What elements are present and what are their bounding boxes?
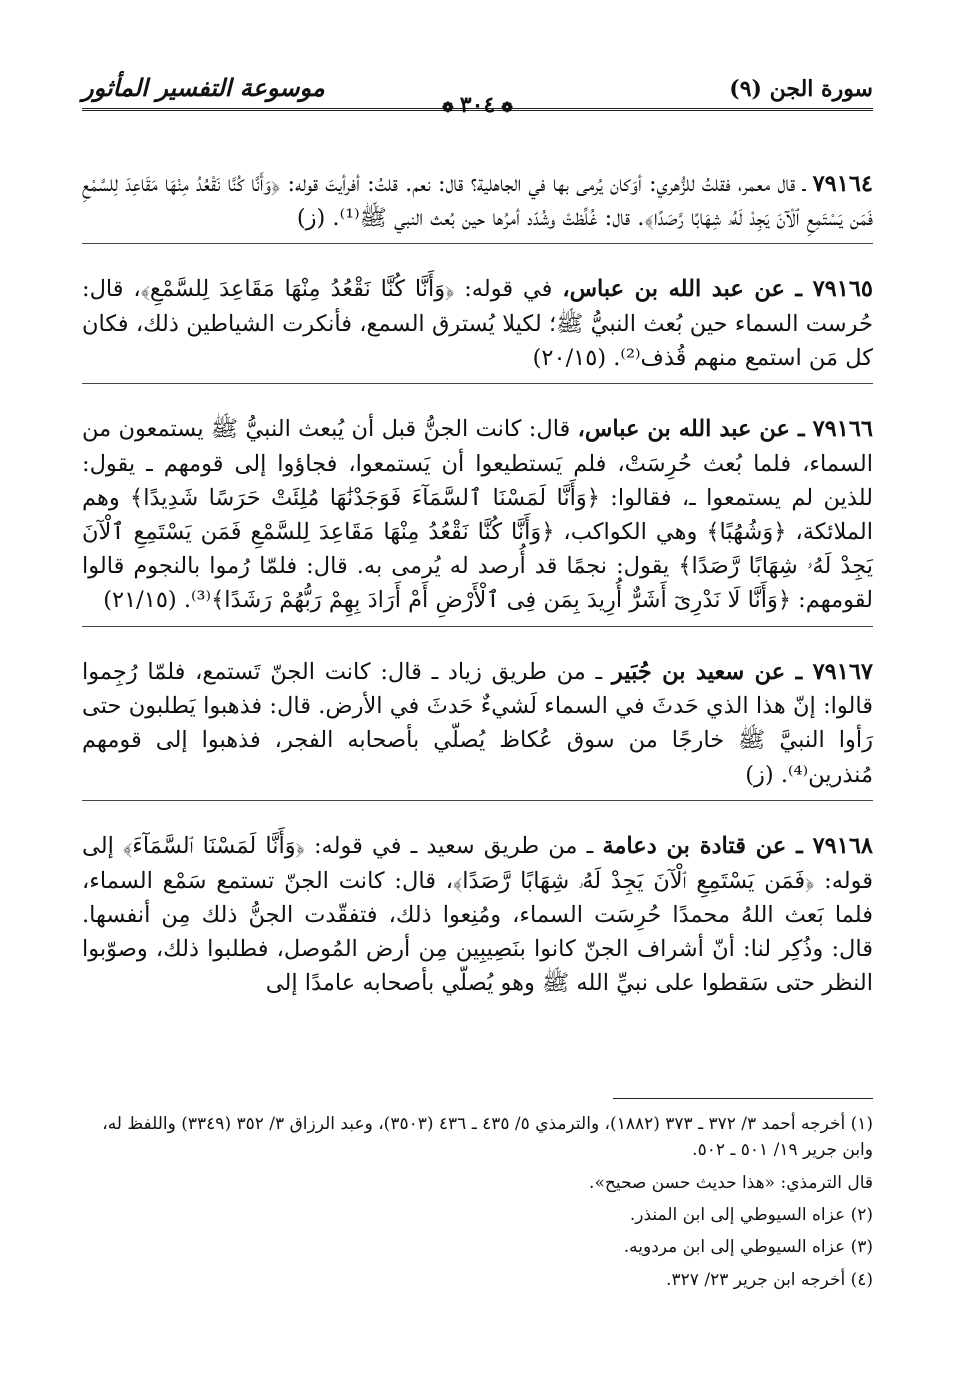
entry-narrator: ـ عن قتادة بن دعامة [602,833,813,860]
entry-text: ـ قال معمر، فقلتُ للزُّهري: أوَكان يُرمى بها في الجاهلية؟ قال: نعم. قلتُ: أفرأيتَ قوله: ﴿وَأَنَّا كُنَّا نَقْعُدُ مِنْهَا مَقَاعِدَ لِلسَّمْعِ فَمَن يَسْتَمِعِ ٱلْآنَ يَجِدْ لَهُۥ شِهَابًا رَّصَدًا﴾. قال: غُلِّظتْ وشُدّد أمرُها حين بُعث النبي ﷺ⁽¹⁾. (ز) [82,170,873,231]
entry-text: قال: كانت الجنُّ قبل أن يُبعث النبيُّ ﷺ يستمعون من السماء، فلما بُعث حُرِسَتْ، فلم يَستطيعوا أن يَستمعوا، فجاؤوا إلى قومهم ـ يقول: للذين لم يستمعوا ـ، فقالوا: ﴿وَأَنَّا لَمَسْنَا ٱلسَّمَآءَ فَوَجَدْنَٰهَا مُلِئَتْ حَرَسًا شَدِيدًا﴾ وهم الملائكة، ﴿وَشُهُبًا﴾ وهي الكواكب، ﴿وَأَنَّا كُنَّا نَقْعُدُ مِنْهَا مَقَاعِدَ لِلسَّمْعِ فَمَن يَسْتَمِعِ ٱلْآنَ يَجِدْ لَهُۥ شِهَابًا رَّصَدًا﴾ يقول: نجمًا قد أُرصد له يُرمى به. قال: فلمّا رُموا بالنجوم قالوا لقومهم: ﴿وَأَنَّا لَا نَدْرِىٓ أَشَرٌّ أُرِيدَ بِمَن فِى ٱلْأَرْضِ أَمْ أَرَادَ بِهِمْ رَبُّهُمْ رَشَدًا﴾⁽³⁾. (٢١/١٥) [82,416,873,614]
entry-number: ٧٩١٦٥ [812,276,873,303]
entry-79164 [82,161,873,244]
entry-narrator: ـ عن عبد الله بن عباس، [577,416,813,443]
entry-narrator: ـ عن سعيد بن جُبَير [611,659,813,686]
footnote-3: (٣) عزاه السيوطي إلى ابن مردويه. [623,1237,873,1258]
footnote-4: (٤) أخرجه ابن جرير ٢٣/ ٣٢٧. [666,1269,873,1290]
entry-text: ـ من طريق سعيد ـ في قوله: ﴿وَأَنَّا لَمَسْنَا ٱلسَّمَآءَ﴾ إلى قوله: ﴿فَمَن يَسْتَمِعِ ٱلْآنَ يَجِدْ لَهُۥ شِهَابًا رَّصَدًا﴾، قال: كانت الجنّ تستمع سَمْع السماء، فلما بَعث اللهُ محمدًا حُرِسَت السماء، ومُنِعوا ذلك، فتفقّدت الجنُّ ذلك مِن أنفسها. قال: وذُكِر لنا: أنّ أشراف الجنّ كانوا بنَصِيبِين مِن أرض المُوصل، فطلبوا ذلك، وصوّبوا النظر حتى سَقطوا على نبيِّ الله ﷺ وهو يُصلّي بأصحابه عامدًا إلى [82,833,873,997]
entry-79168 [82,823,873,1008]
entry-79166 [82,406,873,626]
footnote-2: (٢) عزاه السيوطي إلى ابن المنذر. [629,1205,873,1226]
entry-text: ـ من طريق زياد ـ قال: كانت الجنّ تَستمع، فلمّا رُجِموا قالوا: إنّ هذا الذي حَدثَ في السماء لَشيءٌ حَدثَ في الأرض. قال: فذهبوا يَطلبون حتى رَأوا النبيَّ ﷺ خارجًا من سوق عُكاظ يُصلّي بأصحابه الفجر، فذهبوا إلى قومهم مُنذرين⁽⁴⁾. (ز) [82,659,873,788]
footnotes [82,1098,873,1299]
entry-narrator: ـ عن عبد الله بن عباس، [562,276,813,303]
entry-number: ٧٩١٦٦ [812,416,873,443]
footnote-1-note: قال الترمذي: «هذا حديث حسن صحيح». [589,1172,873,1193]
ornament-icon: ❁ [442,100,454,116]
footnote-1: (١) أخرجه أحمد ٣/ ٣٧٢ ـ ٣٧٣ (١٨٨٢)، والترمذي ٥/ ٤٣٥ ـ ٤٣٦ (٣٥٠٣)، وعبد الرزاق ٣/ ٣٥٢ (٣٣٤٩) واللفظ له، وابن جرير ١٩/ ٥٠١ ـ ٥٠٢. [102,1114,873,1161]
entry-number: ٧٩١٦٤ [812,170,874,197]
page-number-block [0,92,955,118]
entry-number: ٧٩١٦٧ [812,659,873,686]
series-title: موسوعة التفسير المأثور [82,73,325,102]
ornament-icon: ❁ [501,100,513,116]
entry-text: في قوله: ﴿وَأَنَّا كُنَّا نَقْعُدُ مِنْهَا مَقَاعِدَ لِلسَّمْعِ﴾، قال: حُرست السماء حين بُعث النبيُّ ﷺ؛ لكيلا يُسترق السمع، فأنكرت الشياطين ذلك، فكان كل مَن استمع منهم قُذف⁽²⁾. (٢٠/١٥) [82,276,873,371]
footnote-divider [613,1098,873,1099]
surah-title: سورة الجن (٩) [729,76,873,102]
entry-79167 [82,649,873,801]
entry-number: ٧٩١٦٨ [812,833,873,860]
page-number: ٣٠٤ [459,92,496,118]
entry-79165 [82,266,873,384]
main-text [82,138,873,1031]
